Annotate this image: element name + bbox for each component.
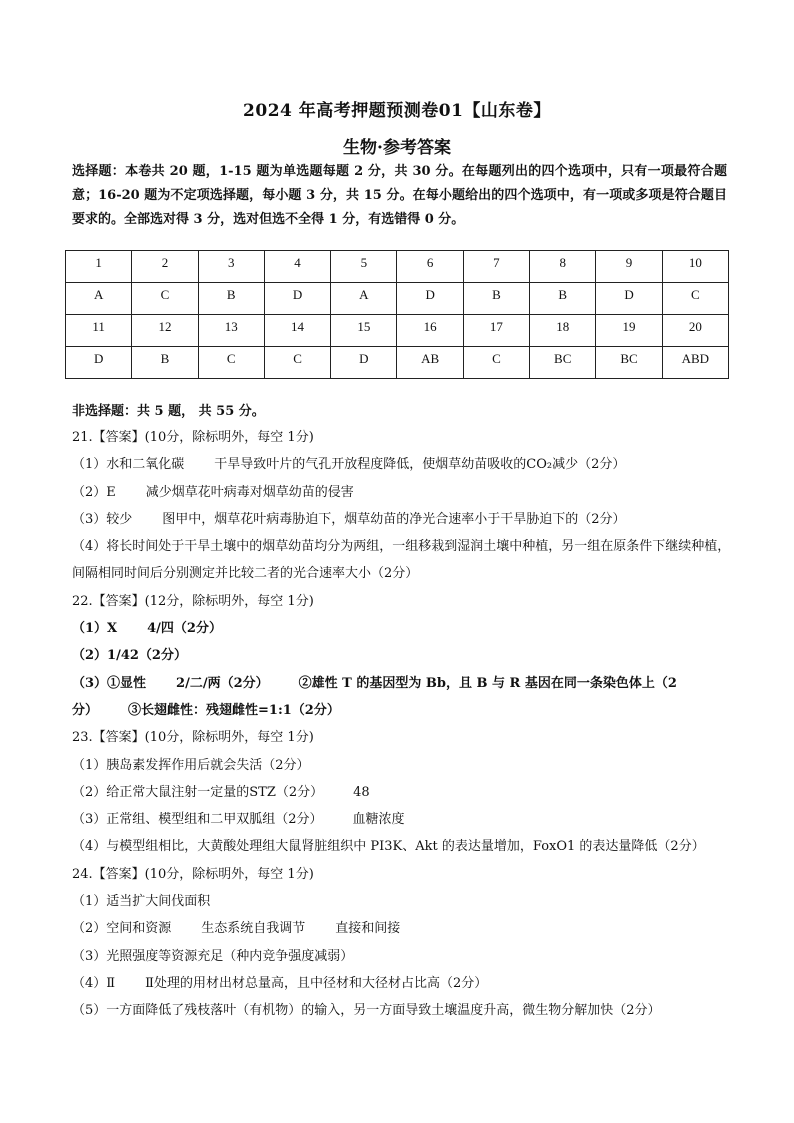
q22-3-answer-c-end: 分） — [72, 702, 99, 718]
answer-table-cell: 17 — [463, 315, 529, 347]
answer-table-cell: 7 — [463, 251, 529, 283]
q21-2-answer-b: 减少烟草花叶病毒对烟草幼苗的侵害 — [145, 484, 354, 500]
answer-table-cell: B — [132, 347, 198, 379]
answer-table-row — [66, 347, 729, 379]
page-subtitle: 生物·参考答案 — [343, 138, 451, 158]
q24-4-answer-b: Ⅱ处理的用材出材总量高，且中径材和大径材占比高（2分） — [145, 975, 488, 991]
q23-header: 23.【答案】(10分，除标明外，每空 1分) — [72, 730, 314, 746]
answer-table-cell: BC — [596, 347, 662, 379]
answer-table — [65, 250, 729, 379]
q21-header: 21.【答案】(10分，除标明外，每空 1分) — [72, 430, 314, 445]
q23-line-3 — [72, 806, 732, 833]
q24-2-answer-a: （2）空间和资源 — [72, 921, 172, 937]
q21-line-1 — [72, 451, 732, 478]
answer-table-cell: 14 — [264, 315, 330, 347]
nonchoice-note: 非选择题：共 5 题， 共 55 分。 — [72, 404, 265, 419]
answer-table-cell: D — [397, 283, 463, 315]
q22-3-answer-b: 2/二/两（2分） — [176, 675, 269, 691]
q21-2-answer-a: （2）E — [72, 484, 116, 500]
q21-line-3 — [72, 506, 732, 533]
answer-table-cell: C — [198, 347, 264, 379]
answer-table-cell: C — [132, 283, 198, 315]
answer-table-cell: D — [596, 283, 662, 315]
q23-line-4: （4）与模型组相比，大黄酸处理组大鼠肾脏组织中 PI3K、Akt 的表达量增加，FoxO1 的表达量降低（2分） — [72, 839, 705, 855]
answer-table-cell: 4 — [264, 251, 330, 283]
answer-table-cell: 11 — [66, 315, 132, 347]
answer-table-cell: 13 — [198, 315, 264, 347]
answer-table-row — [66, 283, 729, 315]
q22-3-answer-c: ②雄性 T 的基因型为 Bb，且 B 与 R 基因在同一条染色体上（2 — [298, 675, 677, 691]
q22-1-answer-b: 4/四（2分） — [147, 621, 222, 637]
q21-line-4: （4）将长时间处于干旱土壤中的烟草幼苗均分为两组，一组移栽到湿润土壤中种植，另一组在原条件下继续种植，间隔相同时间后分别测定并比较二者的光合速率大小（2分） — [72, 539, 731, 582]
q22-3-answer-d: ③长翅雌性：残翅雌性=1:1（2分） — [128, 702, 340, 718]
answer-table-cell: A — [331, 283, 397, 315]
answer-table-cell: 2 — [132, 251, 198, 283]
answer-table-cell: AB — [397, 347, 463, 379]
q23-line-1: （1）胰岛素发挥作用后就会失活（2分） — [72, 757, 310, 773]
q22-header: 22.【答案】(12分，除标明外，每空 1分) — [72, 593, 314, 609]
answer-table-cell: 16 — [397, 315, 463, 347]
answer-table-cell: B — [463, 283, 529, 315]
q23-line-2 — [72, 779, 732, 806]
q24-line-3: （3）光照强度等资源充足（种内竞争强度减弱） — [72, 948, 354, 964]
q23-3-answer-b: 血糖浓度 — [352, 812, 405, 828]
answer-table-cell: D — [264, 283, 330, 315]
answer-table-row — [66, 251, 729, 283]
answer-table-cell: 20 — [662, 315, 728, 347]
answer-table-row — [66, 315, 729, 347]
q22-line-3 — [72, 670, 732, 697]
q22-line-3b — [72, 697, 732, 724]
answer-table-cell: C — [662, 283, 728, 315]
answer-table-cell: 10 — [662, 251, 728, 283]
q21-1-answer-a: （1）水和二氧化碳 — [72, 457, 185, 473]
q21-line-2 — [72, 479, 732, 506]
q24-header: 24.【答案】(10分，除标明外，每空 1分) — [72, 866, 314, 882]
choice-section-intro: 选择题：本卷共 20 题，1-15 题为单选题每题 2 分，共 30 分。在每题列出的四个选项中，只有一项最符合题意；16-20 题为不定项选择题，每小题 3 分，共 15 分。在每小题给出的四个选项中，有一项或多项是符合题目要求的。全部选对得 3 分，选对但选不全得 1 分，有选错得 0 分。 — [72, 164, 727, 227]
page-title: 2024 年高考押题预测卷01【山东卷】 — [243, 101, 551, 121]
answer-table-cell: D — [331, 347, 397, 379]
q24-line-1: （1）适当扩大间伐面积 — [72, 894, 211, 910]
answer-table-cell: 19 — [596, 315, 662, 347]
answer-table-cell: B — [198, 283, 264, 315]
q24-2-answer-c: 直接和间接 — [335, 921, 401, 937]
answer-table-cell: B — [530, 283, 596, 315]
answer-table-cell: 5 — [331, 251, 397, 283]
answer-table-cell: C — [463, 347, 529, 379]
q22-1-answer-a: （1）X — [72, 621, 118, 637]
q24-4-answer-a: （4）Ⅱ — [72, 975, 116, 991]
answer-table-cell: 6 — [397, 251, 463, 283]
answer-table-cell: ABD — [662, 347, 728, 379]
answer-table-cell: 3 — [198, 251, 264, 283]
q22-line-1 — [72, 615, 732, 642]
q24-2-answer-b: 生态系统自我调节 — [201, 921, 306, 937]
q22-3-answer-a: （3）①显性 — [72, 675, 147, 691]
q22-line-2: （2）1/42（2分） — [72, 648, 187, 664]
q21-3-answer-a: （3）较少 — [72, 511, 133, 527]
answer-table-cell: 1 — [66, 251, 132, 283]
q23-2-answer-b: 48 — [353, 784, 370, 800]
answer-table-cell: 8 — [530, 251, 596, 283]
answer-table-cell: D — [66, 347, 132, 379]
q24-line-5: （5）一方面降低了残枝落叶（有机物）的输入，另一方面导致土壤温度升高，微生物分解加快（2分） — [72, 1003, 661, 1019]
answer-table-cell: 15 — [331, 315, 397, 347]
answer-table-cell: 18 — [530, 315, 596, 347]
q21-3-answer-b: 图甲中，烟草花叶病毒胁迫下，烟草幼苗的净光合速率小于干旱胁迫下的（2分） — [162, 511, 626, 527]
q24-line-2 — [72, 915, 732, 942]
answer-table-cell: BC — [530, 347, 596, 379]
q21-1-answer-b: 干旱导致叶片的气孔开放程度降低，使烟草幼苗吸收的CO₂减少（2分） — [214, 457, 626, 473]
answer-table-cell: 12 — [132, 315, 198, 347]
q23-3-answer-a: （3）正常组、模型组和二甲双胍组（2分） — [72, 812, 323, 828]
answer-table-cell: 9 — [596, 251, 662, 283]
answer-table-cell: C — [264, 347, 330, 379]
answer-content — [72, 424, 732, 1025]
q23-2-answer-a: （2）给正常大鼠注射一定量的STZ（2分） — [72, 784, 324, 800]
answer-table-cell: A — [66, 283, 132, 315]
q24-line-4 — [72, 970, 732, 997]
